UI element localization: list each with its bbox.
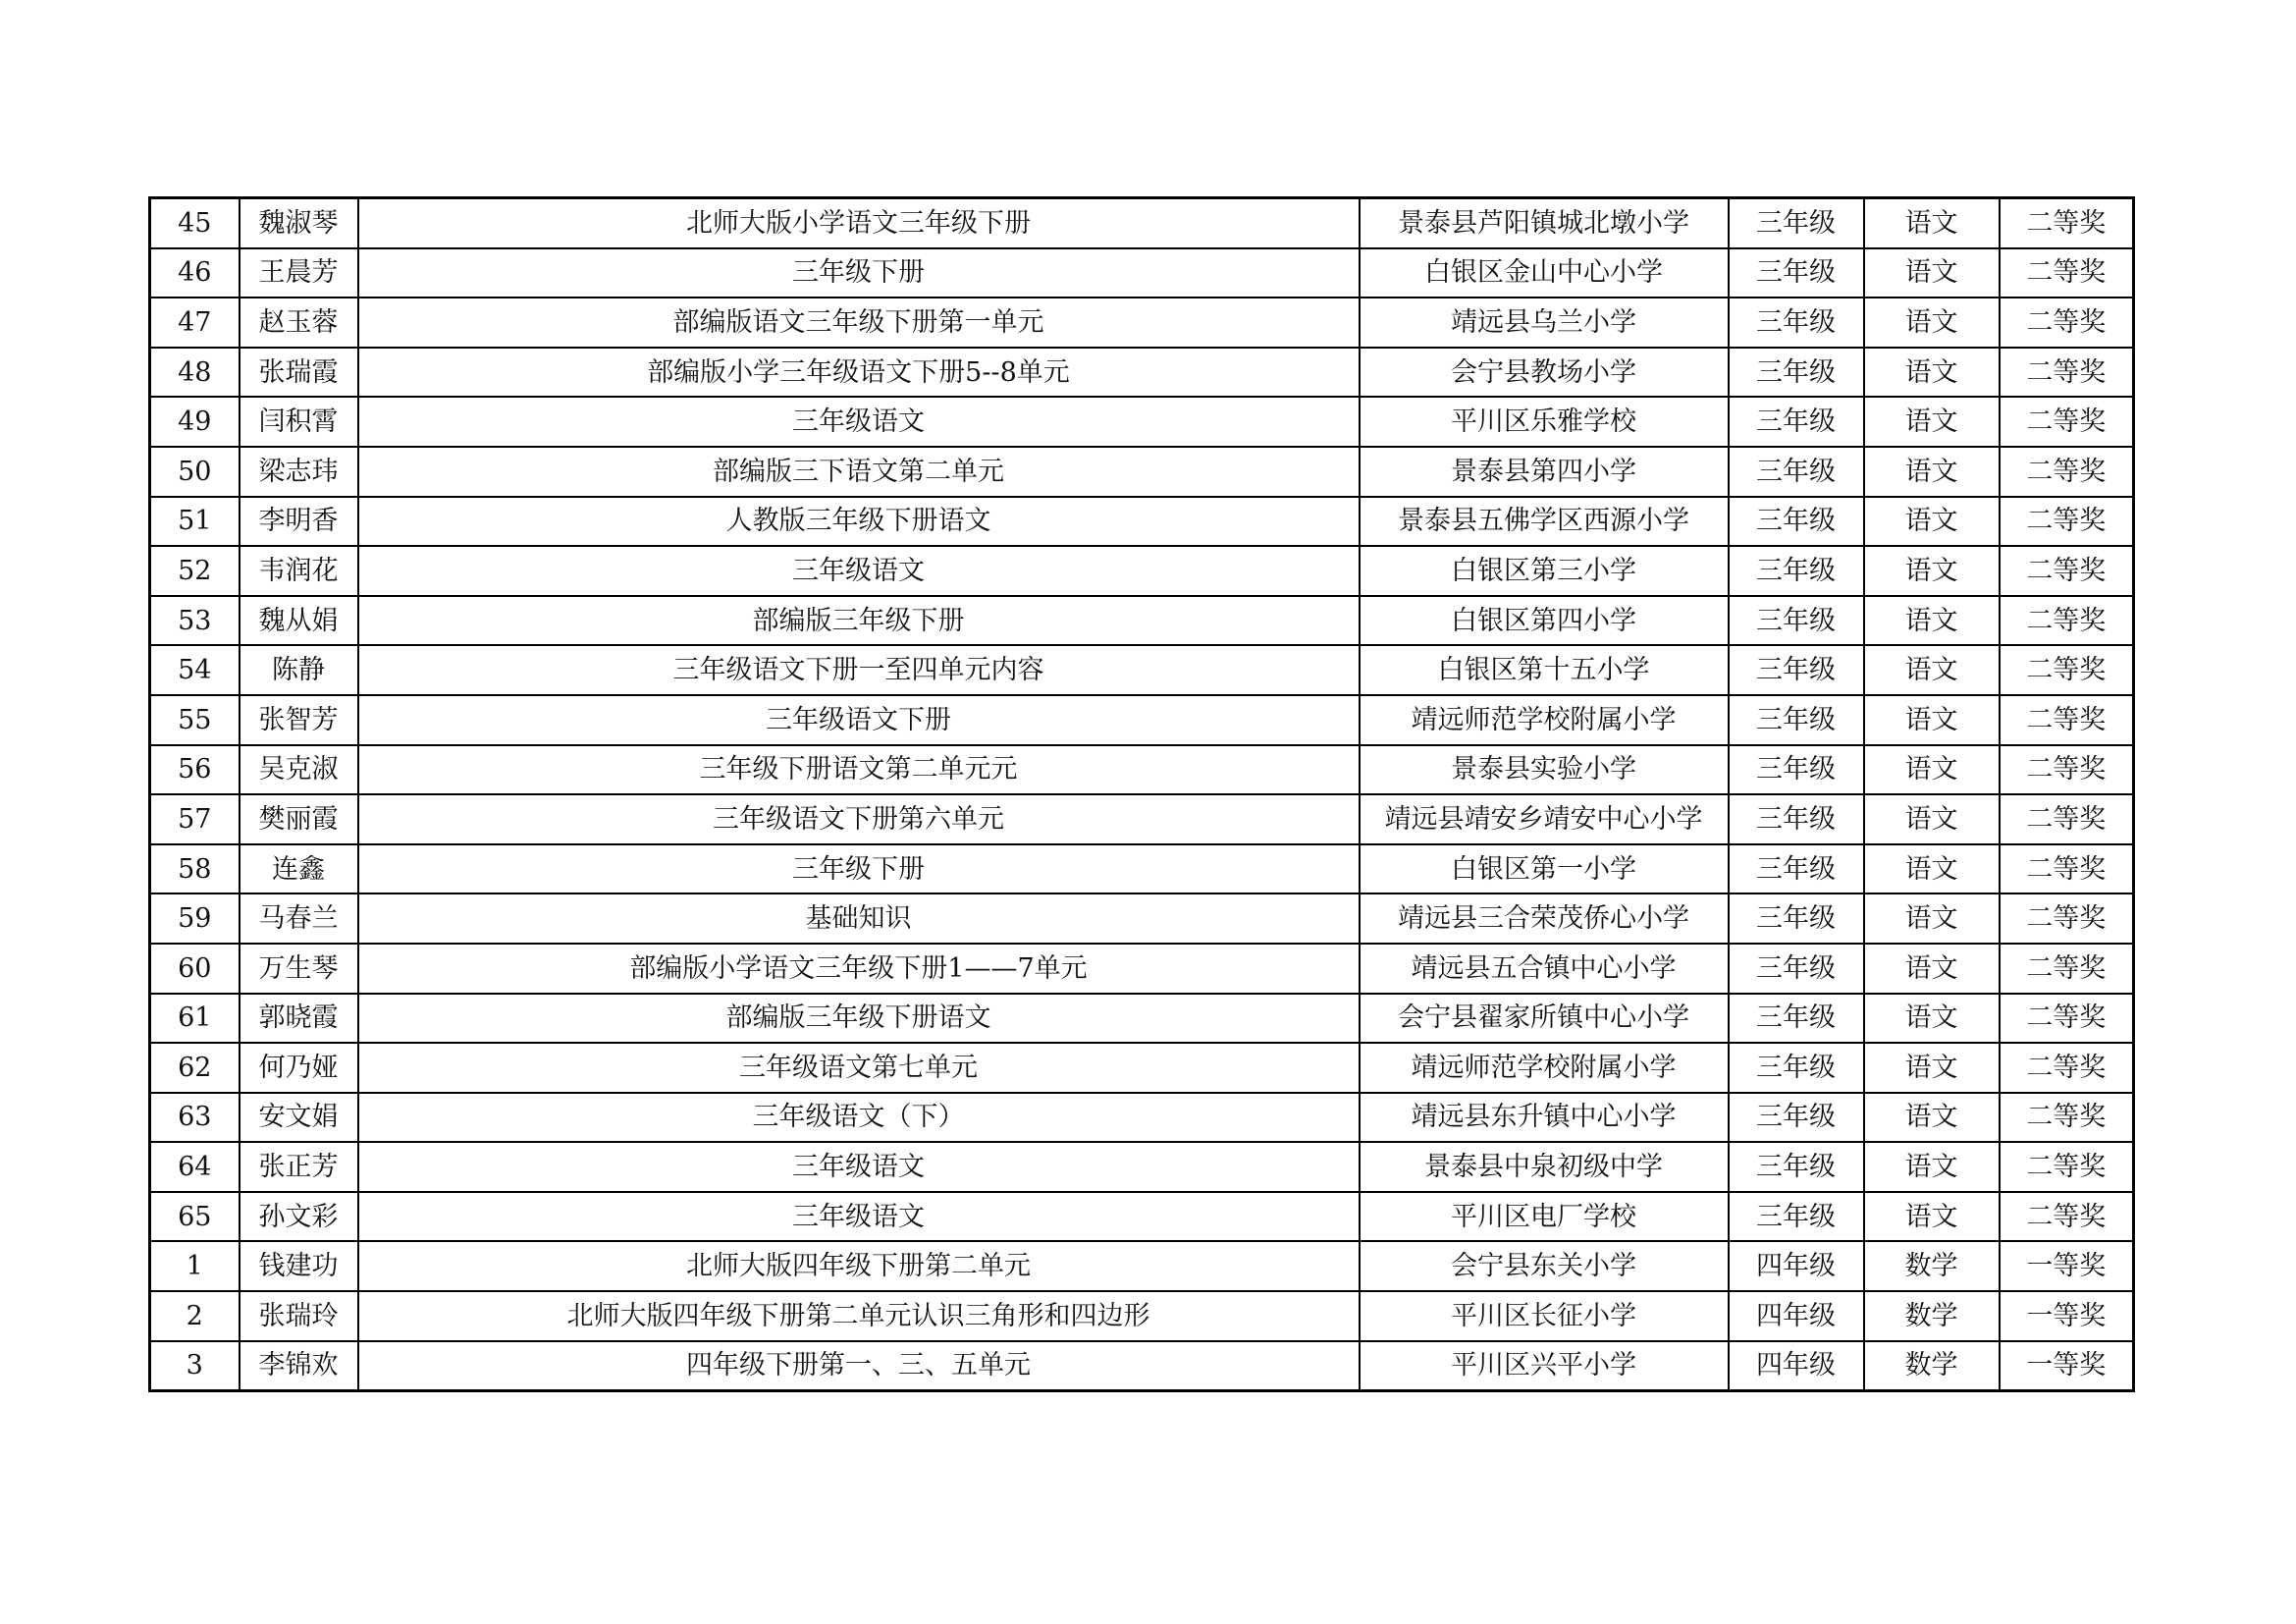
teacher-name-cell: 吴克淑 bbox=[240, 745, 358, 795]
award-level-cell: 二等奖 bbox=[2000, 1142, 2134, 1192]
school-name-cell: 景泰县第四小学 bbox=[1360, 447, 1729, 497]
course-title-cell: 基础知识 bbox=[358, 893, 1360, 944]
award-level-cell: 二等奖 bbox=[2000, 298, 2134, 348]
award-level-cell: 二等奖 bbox=[2000, 198, 2134, 248]
grade-cell: 三年级 bbox=[1729, 248, 1864, 298]
course-title-cell: 北师大版四年级下册第二单元认识三角形和四边形 bbox=[358, 1291, 1360, 1341]
grade-cell: 三年级 bbox=[1729, 546, 1864, 596]
table-row bbox=[150, 447, 2134, 497]
grade-cell: 四年级 bbox=[1729, 1341, 1864, 1391]
award-level-cell: 二等奖 bbox=[2000, 596, 2134, 646]
award-level-cell: 二等奖 bbox=[2000, 893, 2134, 944]
award-level-cell: 二等奖 bbox=[2000, 994, 2134, 1044]
row-number-cell: 58 bbox=[150, 844, 240, 894]
row-number-cell: 55 bbox=[150, 695, 240, 745]
grade-cell: 三年级 bbox=[1729, 298, 1864, 348]
award-list-table bbox=[148, 196, 2135, 1392]
award-level-cell: 二等奖 bbox=[2000, 745, 2134, 795]
table-row bbox=[150, 1241, 2134, 1291]
subject-cell: 数学 bbox=[1864, 1341, 2000, 1391]
course-title-cell: 三年级语文下册第六单元 bbox=[358, 794, 1360, 844]
row-number-cell: 63 bbox=[150, 1093, 240, 1143]
row-number-cell: 3 bbox=[150, 1341, 240, 1391]
row-number-cell: 50 bbox=[150, 447, 240, 497]
grade-cell: 四年级 bbox=[1729, 1291, 1864, 1341]
row-number-cell: 53 bbox=[150, 596, 240, 646]
teacher-name-cell: 安文娟 bbox=[240, 1093, 358, 1143]
course-title-cell: 三年级下册 bbox=[358, 248, 1360, 298]
table-row bbox=[150, 1291, 2134, 1341]
row-number-cell: 65 bbox=[150, 1192, 240, 1242]
teacher-name-cell: 韦润花 bbox=[240, 546, 358, 596]
subject-cell: 语文 bbox=[1864, 844, 2000, 894]
grade-cell: 三年级 bbox=[1729, 447, 1864, 497]
course-title-cell: 部编版三下语文第二单元 bbox=[358, 447, 1360, 497]
table-row bbox=[150, 844, 2134, 894]
teacher-name-cell: 樊丽霞 bbox=[240, 794, 358, 844]
grade-cell: 三年级 bbox=[1729, 198, 1864, 248]
school-name-cell: 白银区第三小学 bbox=[1360, 546, 1729, 596]
grade-cell: 三年级 bbox=[1729, 645, 1864, 695]
award-level-cell: 二等奖 bbox=[2000, 695, 2134, 745]
award-level-cell: 二等奖 bbox=[2000, 497, 2134, 547]
course-title-cell: 部编版三年级下册 bbox=[358, 596, 1360, 646]
subject-cell: 语文 bbox=[1864, 1043, 2000, 1093]
award-level-cell: 二等奖 bbox=[2000, 794, 2134, 844]
award-level-cell: 二等奖 bbox=[2000, 248, 2134, 298]
course-title-cell: 三年级语文 bbox=[358, 1192, 1360, 1242]
teacher-name-cell: 王晨芳 bbox=[240, 248, 358, 298]
grade-cell: 三年级 bbox=[1729, 794, 1864, 844]
grade-cell: 三年级 bbox=[1729, 944, 1864, 994]
award-level-cell: 二等奖 bbox=[2000, 944, 2134, 994]
course-title-cell: 部编版小学三年级语文下册5--8单元 bbox=[358, 348, 1360, 398]
table-row bbox=[150, 745, 2134, 795]
row-number-cell: 46 bbox=[150, 248, 240, 298]
grade-cell: 三年级 bbox=[1729, 1142, 1864, 1192]
award-level-cell: 一等奖 bbox=[2000, 1341, 2134, 1391]
table-row bbox=[150, 497, 2134, 547]
school-name-cell: 景泰县五佛学区西源小学 bbox=[1360, 497, 1729, 547]
row-number-cell: 54 bbox=[150, 645, 240, 695]
table-row bbox=[150, 298, 2134, 348]
teacher-name-cell: 连鑫 bbox=[240, 844, 358, 894]
course-title-cell: 三年级下册 bbox=[358, 844, 1360, 894]
school-name-cell: 平川区乐雅学校 bbox=[1360, 397, 1729, 447]
row-number-cell: 47 bbox=[150, 298, 240, 348]
school-name-cell: 靖远县三合荣茂侨心小学 bbox=[1360, 893, 1729, 944]
school-name-cell: 靖远师范学校附属小学 bbox=[1360, 695, 1729, 745]
row-number-cell: 45 bbox=[150, 198, 240, 248]
table-row bbox=[150, 645, 2134, 695]
grade-cell: 三年级 bbox=[1729, 1093, 1864, 1143]
row-number-cell: 60 bbox=[150, 944, 240, 994]
subject-cell: 语文 bbox=[1864, 695, 2000, 745]
teacher-name-cell: 钱建功 bbox=[240, 1241, 358, 1291]
table-row bbox=[150, 397, 2134, 447]
teacher-name-cell: 郭晓霞 bbox=[240, 994, 358, 1044]
grade-cell: 三年级 bbox=[1729, 695, 1864, 745]
grade-cell: 三年级 bbox=[1729, 596, 1864, 646]
teacher-name-cell: 张正芳 bbox=[240, 1142, 358, 1192]
school-name-cell: 靖远县五合镇中心小学 bbox=[1360, 944, 1729, 994]
school-name-cell: 靖远县靖安乡靖安中心小学 bbox=[1360, 794, 1729, 844]
award-list-body bbox=[150, 198, 2134, 1391]
teacher-name-cell: 张瑞霞 bbox=[240, 348, 358, 398]
grade-cell: 三年级 bbox=[1729, 844, 1864, 894]
teacher-name-cell: 孙文彩 bbox=[240, 1192, 358, 1242]
table-row bbox=[150, 546, 2134, 596]
row-number-cell: 56 bbox=[150, 745, 240, 795]
course-title-cell: 部编版小学语文三年级下册1——7单元 bbox=[358, 944, 1360, 994]
school-name-cell: 平川区电厂学校 bbox=[1360, 1192, 1729, 1242]
school-name-cell: 平川区兴平小学 bbox=[1360, 1341, 1729, 1391]
award-level-cell: 二等奖 bbox=[2000, 397, 2134, 447]
row-number-cell: 52 bbox=[150, 546, 240, 596]
teacher-name-cell: 魏淑琴 bbox=[240, 198, 358, 248]
table-row bbox=[150, 348, 2134, 398]
table-row bbox=[150, 1093, 2134, 1143]
course-title-cell: 三年级语文 bbox=[358, 1142, 1360, 1192]
grade-cell: 三年级 bbox=[1729, 397, 1864, 447]
school-name-cell: 白银区第十五小学 bbox=[1360, 645, 1729, 695]
teacher-name-cell: 赵玉蓉 bbox=[240, 298, 358, 348]
school-name-cell: 景泰县实验小学 bbox=[1360, 745, 1729, 795]
grade-cell: 三年级 bbox=[1729, 497, 1864, 547]
subject-cell: 语文 bbox=[1864, 994, 2000, 1044]
row-number-cell: 59 bbox=[150, 893, 240, 944]
teacher-name-cell: 李明香 bbox=[240, 497, 358, 547]
subject-cell: 语文 bbox=[1864, 447, 2000, 497]
table-row bbox=[150, 794, 2134, 844]
row-number-cell: 62 bbox=[150, 1043, 240, 1093]
course-title-cell: 四年级下册第一、三、五单元 bbox=[358, 1341, 1360, 1391]
subject-cell: 语文 bbox=[1864, 893, 2000, 944]
row-number-cell: 51 bbox=[150, 497, 240, 547]
award-level-cell: 二等奖 bbox=[2000, 1093, 2134, 1143]
award-level-cell: 二等奖 bbox=[2000, 546, 2134, 596]
subject-cell: 语文 bbox=[1864, 1093, 2000, 1143]
teacher-name-cell: 万生琴 bbox=[240, 944, 358, 994]
table-row bbox=[150, 596, 2134, 646]
course-title-cell: 三年级语文 bbox=[358, 397, 1360, 447]
subject-cell: 语文 bbox=[1864, 1142, 2000, 1192]
grade-cell: 三年级 bbox=[1729, 1043, 1864, 1093]
subject-cell: 语文 bbox=[1864, 348, 2000, 398]
subject-cell: 语文 bbox=[1864, 745, 2000, 795]
teacher-name-cell: 张智芳 bbox=[240, 695, 358, 745]
teacher-name-cell: 李锦欢 bbox=[240, 1341, 358, 1391]
course-title-cell: 三年级语文下册一至四单元内容 bbox=[358, 645, 1360, 695]
table-row bbox=[150, 1341, 2134, 1391]
school-name-cell: 景泰县芦阳镇城北墩小学 bbox=[1360, 198, 1729, 248]
table-row bbox=[150, 1043, 2134, 1093]
subject-cell: 数学 bbox=[1864, 1291, 2000, 1341]
award-level-cell: 一等奖 bbox=[2000, 1291, 2134, 1341]
award-level-cell: 二等奖 bbox=[2000, 447, 2134, 497]
teacher-name-cell: 梁志玮 bbox=[240, 447, 358, 497]
table-row bbox=[150, 944, 2134, 994]
course-title-cell: 人教版三年级下册语文 bbox=[358, 497, 1360, 547]
table-row bbox=[150, 1142, 2134, 1192]
row-number-cell: 1 bbox=[150, 1241, 240, 1291]
school-name-cell: 平川区长征小学 bbox=[1360, 1291, 1729, 1341]
school-name-cell: 会宁县翟家所镇中心小学 bbox=[1360, 994, 1729, 1044]
row-number-cell: 48 bbox=[150, 348, 240, 398]
row-number-cell: 57 bbox=[150, 794, 240, 844]
subject-cell: 语文 bbox=[1864, 248, 2000, 298]
grade-cell: 三年级 bbox=[1729, 745, 1864, 795]
subject-cell: 语文 bbox=[1864, 497, 2000, 547]
subject-cell: 语文 bbox=[1864, 944, 2000, 994]
award-level-cell: 二等奖 bbox=[2000, 645, 2134, 695]
row-number-cell: 64 bbox=[150, 1142, 240, 1192]
table-row bbox=[150, 695, 2134, 745]
teacher-name-cell: 马春兰 bbox=[240, 893, 358, 944]
school-name-cell: 景泰县中泉初级中学 bbox=[1360, 1142, 1729, 1192]
school-name-cell: 白银区第一小学 bbox=[1360, 844, 1729, 894]
row-number-cell: 2 bbox=[150, 1291, 240, 1341]
subject-cell: 数学 bbox=[1864, 1241, 2000, 1291]
award-level-cell: 二等奖 bbox=[2000, 844, 2134, 894]
course-title-cell: 三年级下册语文第二单元元 bbox=[358, 745, 1360, 795]
school-name-cell: 会宁县东关小学 bbox=[1360, 1241, 1729, 1291]
award-level-cell: 二等奖 bbox=[2000, 1192, 2134, 1242]
subject-cell: 语文 bbox=[1864, 596, 2000, 646]
award-level-cell: 二等奖 bbox=[2000, 1043, 2134, 1093]
course-title-cell: 三年级语文下册 bbox=[358, 695, 1360, 745]
subject-cell: 语文 bbox=[1864, 1192, 2000, 1242]
subject-cell: 语文 bbox=[1864, 198, 2000, 248]
school-name-cell: 会宁县教场小学 bbox=[1360, 348, 1729, 398]
row-number-cell: 49 bbox=[150, 397, 240, 447]
course-title-cell: 部编版语文三年级下册第一单元 bbox=[358, 298, 1360, 348]
subject-cell: 语文 bbox=[1864, 645, 2000, 695]
course-title-cell: 北师大版小学语文三年级下册 bbox=[358, 198, 1360, 248]
teacher-name-cell: 闫积霄 bbox=[240, 397, 358, 447]
school-name-cell: 靖远师范学校附属小学 bbox=[1360, 1043, 1729, 1093]
grade-cell: 三年级 bbox=[1729, 348, 1864, 398]
subject-cell: 语文 bbox=[1864, 397, 2000, 447]
course-title-cell: 三年级语文 bbox=[358, 546, 1360, 596]
subject-cell: 语文 bbox=[1864, 794, 2000, 844]
table-row bbox=[150, 893, 2134, 944]
table-row bbox=[150, 248, 2134, 298]
subject-cell: 语文 bbox=[1864, 298, 2000, 348]
school-name-cell: 白银区第四小学 bbox=[1360, 596, 1729, 646]
teacher-name-cell: 张瑞玲 bbox=[240, 1291, 358, 1341]
grade-cell: 四年级 bbox=[1729, 1241, 1864, 1291]
teacher-name-cell: 何乃娅 bbox=[240, 1043, 358, 1093]
course-title-cell: 三年级语文第七单元 bbox=[358, 1043, 1360, 1093]
teacher-name-cell: 魏从娟 bbox=[240, 596, 358, 646]
school-name-cell: 白银区金山中心小学 bbox=[1360, 248, 1729, 298]
course-title-cell: 三年级语文（下） bbox=[358, 1093, 1360, 1143]
grade-cell: 三年级 bbox=[1729, 1192, 1864, 1242]
subject-cell: 语文 bbox=[1864, 546, 2000, 596]
school-name-cell: 靖远县东升镇中心小学 bbox=[1360, 1093, 1729, 1143]
course-title-cell: 部编版三年级下册语文 bbox=[358, 994, 1360, 1044]
award-level-cell: 一等奖 bbox=[2000, 1241, 2134, 1291]
course-title-cell: 北师大版四年级下册第二单元 bbox=[358, 1241, 1360, 1291]
grade-cell: 三年级 bbox=[1729, 893, 1864, 944]
row-number-cell: 61 bbox=[150, 994, 240, 1044]
teacher-name-cell: 陈静 bbox=[240, 645, 358, 695]
school-name-cell: 靖远县乌兰小学 bbox=[1360, 298, 1729, 348]
grade-cell: 三年级 bbox=[1729, 994, 1864, 1044]
table-row bbox=[150, 1192, 2134, 1242]
award-level-cell: 二等奖 bbox=[2000, 348, 2134, 398]
table-row bbox=[150, 198, 2134, 248]
table-row bbox=[150, 994, 2134, 1044]
